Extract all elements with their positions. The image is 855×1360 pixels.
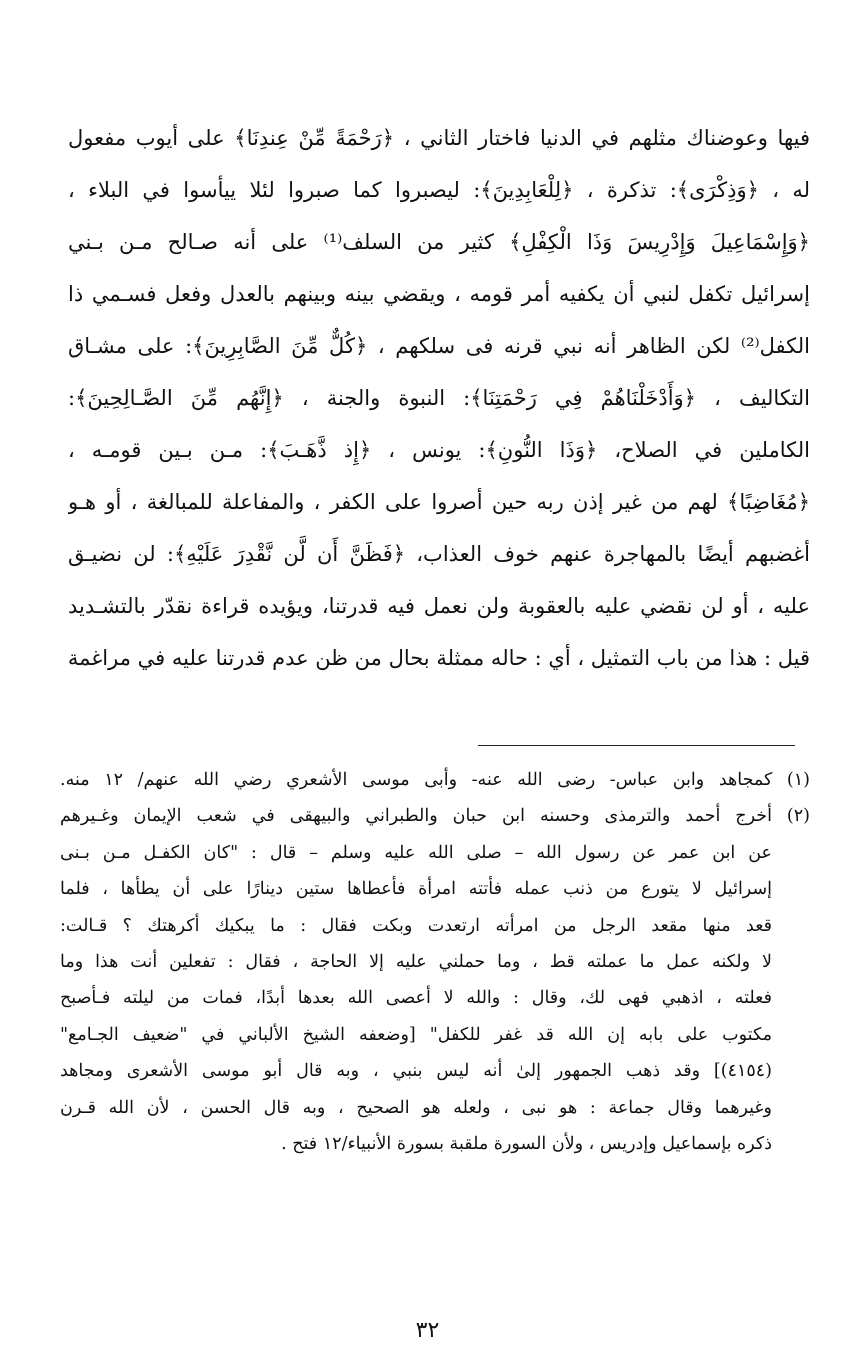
footnotes bbox=[60, 762, 810, 1162]
text-line: فيها وعوضناك مثلهم في الدنيا فاختار الثاني ، ﴿رَحْمَةً مِّنْ عِندِنَا﴾ على أيوب مفعول bbox=[68, 126, 810, 150]
text-line: الكاملين في الصلاح، ﴿وَذَا النُّونِ﴾: يونس ، ﴿إِذ ذَّهَـبَ﴾: مـن بـين قومـه ، bbox=[68, 438, 810, 462]
page-number: ٣٢ bbox=[415, 1318, 440, 1343]
text-line: الكفل⁽²⁾ لكن الظاهر أنه نبي قرنه فى سلكهم ، ﴿كُلٌّ مِّنَ الصَّابِرِينَ﴾: على مشـاق bbox=[68, 334, 810, 358]
footnote-2: (٢) أخرج أحمد والترمذى وحسنه ابن حبان والطبراني والبيهقى في شعب الإيمان وغـيرهم bbox=[60, 806, 810, 827]
footnote-line: ذكره بإسماعيل وإدريس ، ولأن السورة ملقبة بسورة الأنبياء/١٢ فتح . bbox=[281, 1133, 772, 1154]
text-line: أغضبهم أيضًا بالمهاجرة عنهم خوف العذاب، ﴿فَظَنَّ أَن لَّن نَّقْدِرَ عَلَيْهِ﴾: لن نضيـق bbox=[68, 542, 810, 566]
footnote-line: فعلته ، اذهبي فهى لك، وقال : والله لا أعصى الله بعدها أبدًا، فمات من ليلته فـأصبح bbox=[60, 988, 772, 1009]
main-text-body bbox=[68, 112, 810, 684]
text-line: ﴿وَإِسْمَاعِيلَ وَإِدْرِيسَ وَذَا الْكِفْلِ﴾ كثير من السلف⁽¹⁾ على أنه صـالح مـن بـني bbox=[68, 230, 810, 254]
footnote-line: وغيرهما وقال جماعة : هو نبى ، ولعله هو الصحيح ، وبه قال الحسن ، لأن الله قـرن bbox=[60, 1097, 772, 1118]
footnote-separator bbox=[478, 745, 795, 746]
footnote-line: لا ولكنه عمل ما عملته قط ، وما حملني عليه إلا الحاجة ، فقال : تفعلين أنت هذا وما bbox=[60, 951, 772, 972]
text-line: ﴿مُغَاضِبًا﴾ لهم من غير إذن ربه حين أصروا على الكفر ، والمفاعلة للمبالغة ، أو هـو bbox=[68, 490, 810, 514]
text-line: إسرائيل تكفل لنبي أن يكفيه أمر قومه ، ويقضي بينه وبينهم بالعدل وفعل فسـمي ذا bbox=[68, 282, 810, 306]
text-line: عليه ، أو لن نقضي عليه بالعقوبة ولن نعمل فيه قدرتنا، ويؤيده قراءة نقدّر بالتشـديد bbox=[68, 594, 810, 618]
footnote-line: قعد منها مقعد الرجل من امرأته ارتعدت وبكت فقال : ما يبكيك أكرهتك ؟ قـالت: bbox=[60, 915, 772, 936]
text-line: له ، ﴿وَذِكْرَى﴾: تذكرة ، ﴿لِلْعَابِدِينَ﴾: ليصبروا كما صبروا لئلا ييأسوا في البلاء ، bbox=[68, 178, 810, 202]
footnote-1: (١) كمجاهد وابن عباس- رضى الله عنه- وأبى موسى الأشعري رضي الله عنهم/ ١٢ منه. bbox=[60, 770, 810, 790]
footnote-line: عن ابن عمر عن رسول الله – صلى الله عليه وسلم – قال : "كان الكفـل مـن بـنى bbox=[60, 842, 772, 863]
footnote-line: مكتوب على بابه إن الله قد غفر للكفل" [وضعفه الشيخ الألباني في "ضعيف الجـامع" bbox=[60, 1024, 772, 1045]
text-line: التكاليف ، ﴿وَأَدْخَلْنَاهُمْ فِي رَحْمَتِنَا﴾: النبوة والجنة ، ﴿إِنَّهُم مِّنَ الصَّـالِحِينَ﴾: bbox=[68, 386, 810, 410]
footnote-line: إسرائيل لا يتورع من ذنب عمله فأتته امرأة فأعطاها ستين دينارًا على أن يطأها ، فلما bbox=[60, 879, 772, 900]
text-line: قيل : هذا من باب التمثيل ، أي : حاله ممثلة بحال من ظن عدم قدرتنا عليه في مراغمة bbox=[68, 646, 810, 670]
footnote-line: (٤١٥٤)] وقد ذهب الجمهور إلىٰ أنه ليس بنبي ، وبه قال أبو موسى الأشعرى ومجاهد bbox=[60, 1061, 772, 1082]
